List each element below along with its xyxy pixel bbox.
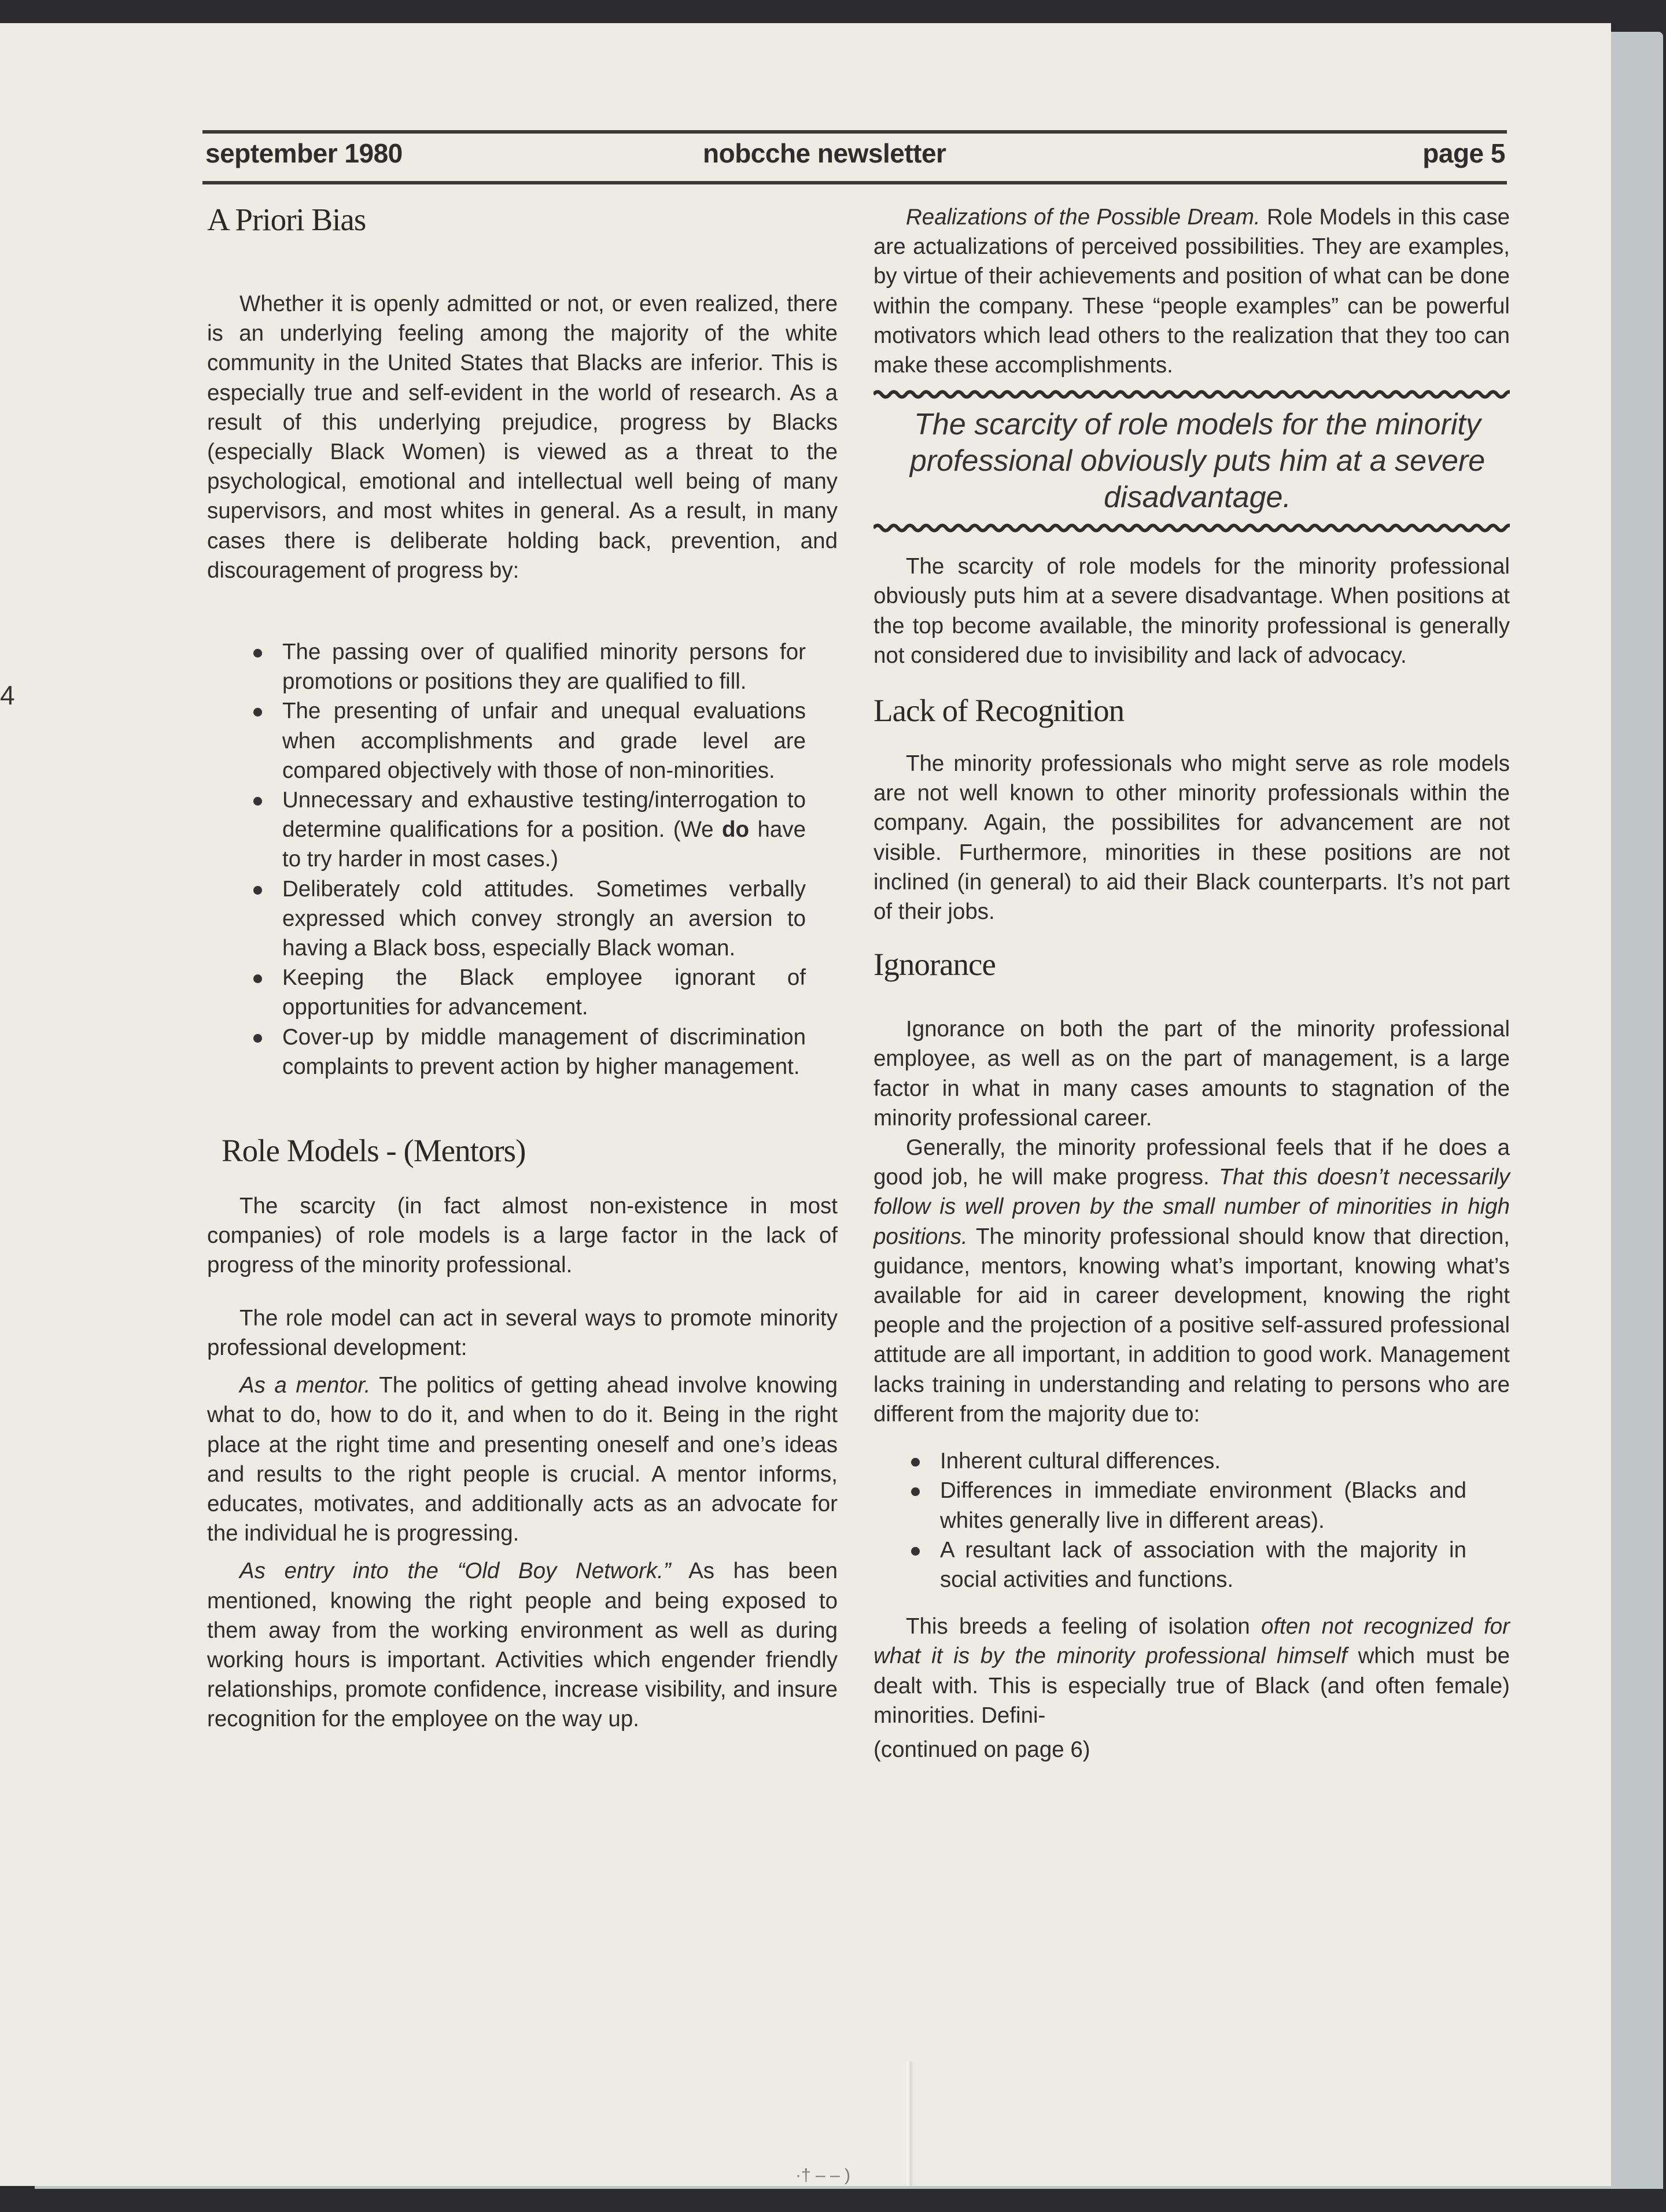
- continuation-paragraph: [873, 202, 1510, 380]
- list-item: Inherent cultural differences.: [940, 1446, 1466, 1476]
- ignorance-p2-emphasis: That this doesn’t necessarily follow is well proven by the small number of minorities in high positions.: [873, 1165, 1510, 1249]
- list-item: A resultant lack of association with the majority in social activities and functions.: [940, 1535, 1466, 1594]
- mentor-text: The politics of getting ahead involve knowing what to do, how to do it, and when to do it. Being in the right place at the right time and presenting oneself and one’s ideas and results to the right people is crucial. A mentor informs, educates, motivates, and additionally acts as an advocate for the individual he is progressing.: [207, 1373, 838, 1546]
- ignorance-p2: [873, 1133, 1510, 1429]
- ignorance-p2-start: Generally, the minority professional feels that if he does a good job, he will make progress.: [873, 1135, 1510, 1190]
- list-item: The passing over of qualified minority persons for promotions or positions they are qualified to fill.: [282, 637, 806, 696]
- old-boy-label: As entry into the “Old Boy Network.”: [239, 1559, 671, 1584]
- ignorance-p2-rest: The minority professional should know that direction, guidance, mentors, knowing what’s important, knowing what’s available for aid in career development, knowing the right people and the projection of a positive self-assured professional attitude are all important, in addition to good work. Management lacks training in understanding and relating to persons who are different from the majority due to:: [873, 1224, 1510, 1427]
- heading-lack-of-recognition: Lack of Recognition: [873, 693, 1125, 729]
- mentor-label: As a mentor.: [239, 1373, 371, 1398]
- pull-quote: The scarcity of role models for the minority professional obviously puts him at a severe disadvantage.: [909, 408, 1486, 515]
- wavy-divider-bottom: [873, 522, 1510, 534]
- ignorance-p3-rest: which must be dealt with. This is especially true of Black (and often female) minorities. Defini-: [873, 1644, 1510, 1728]
- emphasis-do: do: [722, 817, 750, 843]
- footer-tear-mark: ·† – – ): [795, 2166, 851, 2185]
- heading-a-priori-bias: A Priori Bias: [207, 202, 366, 237]
- margin-mark: 4: [0, 680, 15, 710]
- header-publication: nobcche newsletter: [703, 138, 946, 168]
- recognition-p1: The minority professionals who might serve as role models are not well known to other minority professionals within the company. Again, the possibilites for advancement are not visible. Furthermore, minorities in these positions are not inclined (in general) to aid their Black counterparts. It’s not part of their jobs.: [873, 751, 1510, 925]
- list-item: Deliberately cold attitudes. Sometimes verbally expressed which convey strongly an aversion to having a Black boss, especially Black woman.: [282, 874, 806, 963]
- role-models-mentor: [207, 1371, 838, 1548]
- right-column: [873, 202, 1510, 1764]
- header-rule-top: [202, 130, 1507, 134]
- possible-dream-label: Realizations of the Possible Dream.: [906, 205, 1260, 230]
- possible-dream-text: Role Models in this case are actualizations of perceived possibilities. They are examples, by virtue of their achievements and position of what can be done within the company. These “people examples” can be powerful motivators which lead others to the realization that they too can make these accomplishments.: [873, 205, 1510, 378]
- ignorance-p1: Ignorance on both the part of the minority professional employee, as well as on the part of management, is a large factor in what in many cases amounts to stagnation of the minority professional career.: [873, 1017, 1510, 1131]
- heading-ignorance: Ignorance: [873, 947, 996, 983]
- ignorance-p3: [873, 1612, 1510, 1730]
- header-page-number: page 5: [1422, 138, 1505, 168]
- bullet-text: have to try harder in most cases.): [282, 817, 806, 872]
- continued-link[interactable]: (continued on page 6): [873, 1737, 1090, 1762]
- role-models-p2: The role model can act in several ways to promote minority professional development:: [207, 1305, 838, 1360]
- after-pull-paragraph: The scarcity of role models for the minority professional obviously puts him at a severe disadvantage. When positions at the top become available, the minority professional is generally not considered due to invisibility and lack of advocacy.: [873, 554, 1510, 668]
- old-boy-text: As has been mentioned, knowing the right people and being exposed to them away from the working environment as well as during working hours is important. Activities which engender friendly relationships, promote confidence, increase visibility, and insure recognition for the employee on the way up.: [207, 1559, 838, 1732]
- list-item: [282, 785, 806, 874]
- wavy-divider-top: [873, 388, 1510, 401]
- list-item: Cover-up by middle management of discrimination complaints to prevent action by higher management.: [282, 1022, 806, 1081]
- bias-bullet-list: [207, 637, 838, 1081]
- ignorance-p3-emphasis: often not recognized for what it is by the minority professional himself: [873, 1614, 1510, 1669]
- role-models-old-boy: [207, 1556, 838, 1734]
- left-column: [207, 202, 838, 1734]
- role-models-p1: The scarcity (in fact almost non-existence in most companies) of role models is a large factor in the lack of progress of the minority professional.: [207, 1194, 838, 1278]
- differences-bullet-list: [873, 1446, 1510, 1594]
- a-priori-intro: Whether it is openly admitted or not, or even realized, there is an underlying feeling among the majority of the white community in the United States that Blacks are inferior. This is especially true and self-evident in the world of research. As a result of this underlying prejudice, progress by Blacks (especially Black Women) is viewed as a threat to the psychological, emotional and intellectual well being of many supervisors, and most whites in general. As a result, in many cases there is deliberate holding back, prevention, and discouragement of progress by:: [207, 291, 838, 583]
- paper-crease: [905, 2062, 913, 2186]
- list-item: Differences in immediate environment (Blacks and whites generally live in different areas).: [940, 1476, 1466, 1535]
- list-item: Keeping the Black employee ignorant of opportunities for advancement.: [282, 963, 806, 1022]
- header-date: september 1980: [205, 138, 403, 168]
- ignorance-p3-start: This breeds a feeling of isolation: [906, 1614, 1261, 1639]
- list-item: The presenting of unfair and unequal evaluations when accomplishments and grade level are compared objectively with those of non-minorities.: [282, 696, 806, 785]
- heading-role-models: Role Models - (Mentors): [222, 1133, 526, 1169]
- bullet-text: Unnecessary and exhaustive testing/interrogation to determine qualifications for a position. (We: [282, 788, 806, 843]
- header-rule-bottom: [202, 181, 1507, 184]
